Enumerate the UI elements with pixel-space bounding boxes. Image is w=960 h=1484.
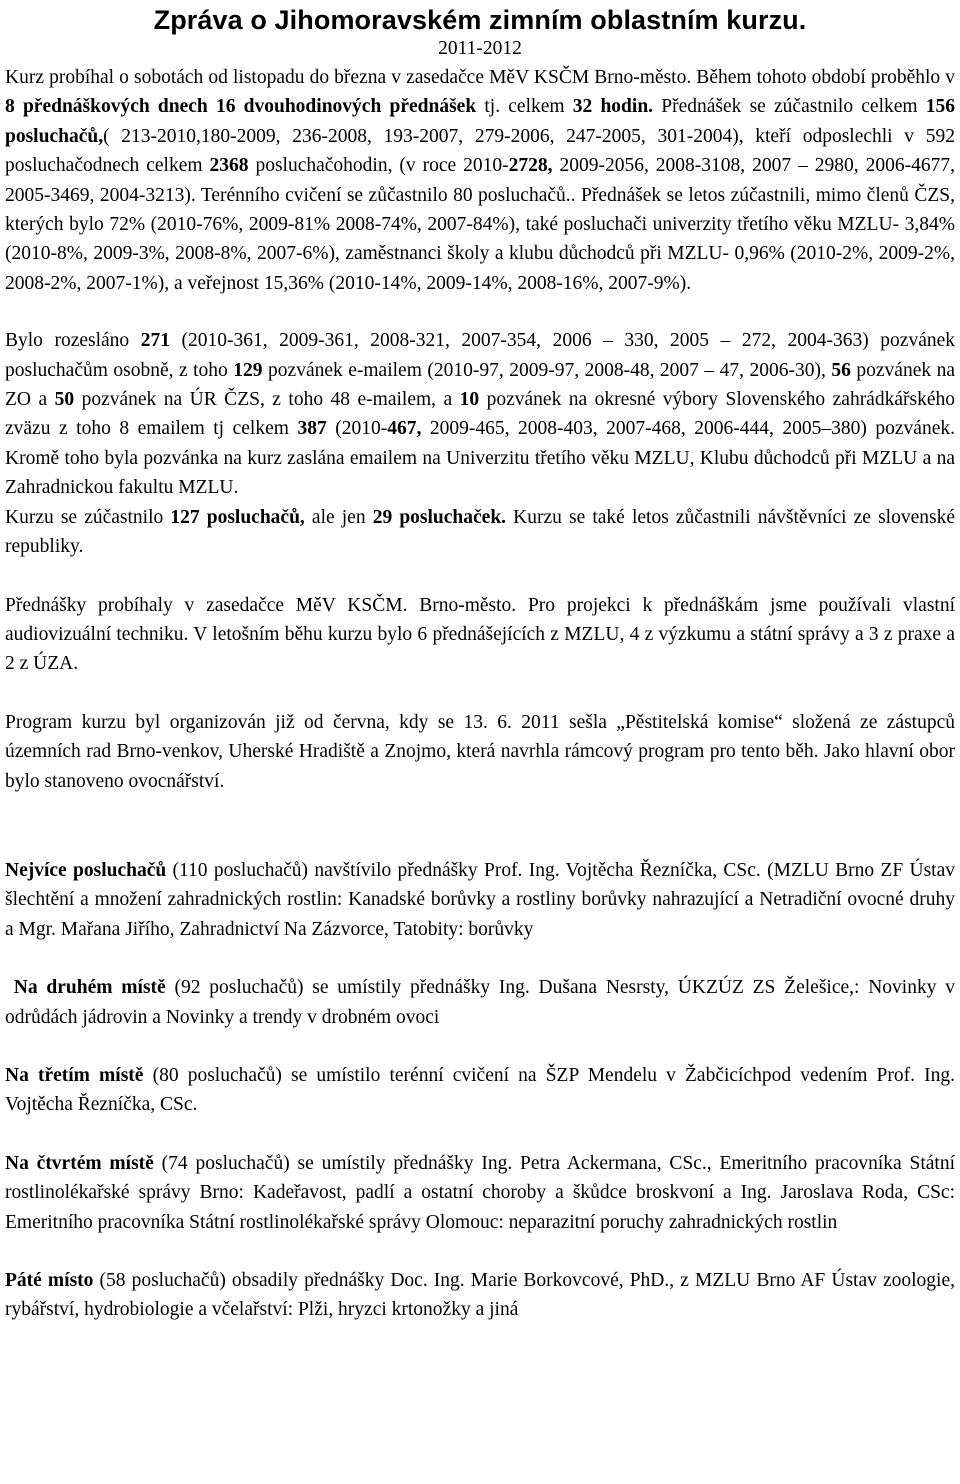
- bold-span: 32 hodin.: [572, 96, 654, 118]
- bold-span: 127 posluchačů,: [170, 506, 305, 528]
- spacer: [5, 944, 955, 973]
- bold-span: Páté místo: [5, 1270, 94, 1291]
- text-span: 2009-2056, 2008-3108, 2007 – 2980, 2006-4677, 2005-3469, 2004-3213). Terénního cvičení se zůčastnilo 80 posluchačů.. Přednášek se letos zúčastnili, mimo členů ČZS, kterých bylo 72% (2010-76%, 2009-81% 2008-74%, 2007-84%), také posluchači univerzity třetího věku MZLU- 3,84% (2010-8%, 2009-3%, 2008-8%, 2007-6%), zaměstnanci školy a klubu důchodců při MZLU- 0,96% (2010-2%, 2009-2%, 2008-2%, 2007-1%), a veřejnost 15,36% (2010-14%, 2009-14%, 2008-16%, 2007-9%).: [5, 155, 955, 294]
- bold-span: Na druhém místě: [13, 977, 166, 999]
- bold-span: 2728,: [508, 155, 553, 177]
- spacer: [5, 562, 955, 591]
- paragraph-venue: Přednášky probíhaly v zasedačce MěV KSČM. Brno-město. Pro projekci k přednáškám jsme používali vlastní audiovizuální techniku. V letošním běhu kurzu bylo 6 přednášejících z MZLU, 4 z výzkumu a státní správy a 3 z praxe a 2 z ÚZA.: [5, 594, 955, 675]
- paragraph-first-place: [5, 856, 955, 944]
- bold-span: Na čtvrtém místě: [5, 1152, 154, 1174]
- text-span: pozvánek na ÚR ČZS, z toho 48 e-mailem, a: [74, 389, 460, 411]
- bold-span: Nejvíce posluchačů: [5, 859, 167, 881]
- bold-span: 2368: [209, 155, 249, 177]
- bold-span: 56: [831, 359, 851, 381]
- text-span: (74 posluchačů) se umístily přednášky Ing. Petra Ackermana, CSc., Emeritního pracovníka Státní rostlinolékařské správy Brno: Kadeřavost, padlí a ostatní choroby a škůdce broskvoní a Ing. Jaroslava Roda, CSc: Emeritního pracovníka Státní rostlinolékařské správy Olomouc: neparazitní poruchy zahradnických rostlin: [5, 1152, 955, 1233]
- bold-span: 129: [233, 359, 263, 381]
- document-title: Zpráva o Jihomoravském zimním oblastním kurzu.: [153, 5, 807, 35]
- spacer: [5, 298, 955, 326]
- text-span: (2010-361, 2009-361, 2008-321, 2007-354, 2006 – 330, 2005 – 272, 2004-363) pozvánek posluchačům osobně, z toho: [5, 330, 955, 381]
- paragraph-third-place: [5, 1061, 955, 1120]
- paragraph-attendance: [5, 503, 955, 562]
- text-span: Bylo rozesláno: [5, 330, 141, 352]
- paragraph-program: Program kurzu byl organizován již od června, kdy se 13. 6. 2011 sešla „Pěstitelská komise“ složená ze zástupců územních rad Brno-venkov, Uherské Hradiště a Znojmo, která navrhla rámcový program pro tento běh. Jako hlavní obor bylo stanoveno ovocnářství.: [5, 711, 955, 792]
- document-page: [5, 4, 955, 1325]
- text-span: ale jen: [304, 506, 373, 528]
- text-span: (2010-: [326, 418, 388, 440]
- bold-span: 10: [459, 389, 480, 411]
- text-span: Kurzu se také letos zůčastnili návštěvníci ze slovenské republiky.: [5, 506, 955, 558]
- bold-span: 387: [297, 418, 327, 440]
- bold-span: 271: [140, 330, 170, 352]
- paragraph-second-place: [5, 973, 955, 1032]
- spacer: [5, 1032, 955, 1061]
- text-span: pozvánek e-mailem (2010-97, 2009-97, 2008-48, 2007 – 47, 2006-30),: [262, 359, 832, 381]
- text-span: posluchačohodin, (v roce 2010-: [248, 155, 509, 177]
- bold-span: Na třetím místě: [5, 1064, 144, 1086]
- paragraph-invitations: [5, 326, 955, 502]
- text-span: Kurz probíhal o sobotách od listopadu do března v zasedačce MěV KSČM Brno-město. Během tohoto období proběhlo v: [5, 67, 955, 88]
- bold-span: 156 posluchačů,: [5, 96, 956, 147]
- paragraph-fifth-place: [5, 1266, 955, 1325]
- document-year: 2011-2012: [438, 38, 522, 59]
- text-span: ( 213-2010,180-2009, 236-2008, 193-2007, 279-2006, 247-2005, 301-2004), kteří odposlechli v 592 posluchačodnech celkem: [5, 125, 955, 177]
- spacer: [5, 679, 955, 708]
- text-span: (80 posluchačů) se umístilo terénní cvičení na ŠZP Mendelu v Žabčicíchpod vedením Prof. Ing. Vojtěcha Řezníčka, CSc.: [5, 1064, 955, 1116]
- bold-span: 29 posluchaček.: [372, 506, 507, 528]
- bold-span: 50: [54, 389, 75, 411]
- paragraph-course-overview: [5, 63, 955, 298]
- bold-span: 8 přednáškových dnech 16 dvouhodinových přednášek: [5, 96, 477, 118]
- text-span: 2009-465, 2008-403, 2007-468, 2006-444, 2005–380) pozvánek. Kromě toho byla pozvánka na kurz zaslána emailem na Univerzitu třetího věku MZLU, Klubu důchodců při MZLU a na Zahradnickou fakultu MZLU.: [5, 418, 955, 499]
- spacer: [5, 796, 955, 856]
- bold-span: 467,: [387, 418, 422, 440]
- text-span: tj. celkem: [476, 96, 573, 118]
- spacer: [5, 1237, 955, 1266]
- text-span: (92 posluchačů) se umístily přednášky Ing. Dušana Nesrsty, ÚKZÚZ ZS Želešice,: Novinky v odrůdách jádrovin a Novinky a trendy v drobném ovoci: [5, 977, 955, 1028]
- text-span: (110 posluchačů) navštívilo přednášky Prof. Ing. Vojtěcha Řezníčka, CSc. (MZLU Brno ZF Ústav šlechtění a množení zahradnických rostlin: Kanadské borůvky a rostliny borůvky nahrazující a Netradiční ovocné druhy a Mgr. Mařana Jiřího, Zahradnictví Na Zázvorce, Tatobity: borůvky: [5, 859, 955, 940]
- text-span: Kurzu se zúčastnilo: [5, 506, 171, 528]
- text-span: pozvánek na ZO a: [5, 359, 955, 411]
- text-span: (58 posluchačů) obsadily přednášky Doc. Ing. Marie Borkovcové, PhD., z MZLU Brno AF Ústav zoologie, rybářství, hydrobiologie a včelařství: Plži, hryzci krtonožky a jiná: [5, 1270, 955, 1321]
- text-span: pozvánek na okresné výbory Slovenského zahrádkářského zväzu z toho 8 emailem tj celkem: [5, 389, 955, 440]
- paragraph-fourth-place: [5, 1149, 955, 1237]
- spacer: [5, 1120, 955, 1149]
- text-span: Přednášek se zúčastnilo celkem: [653, 96, 926, 118]
